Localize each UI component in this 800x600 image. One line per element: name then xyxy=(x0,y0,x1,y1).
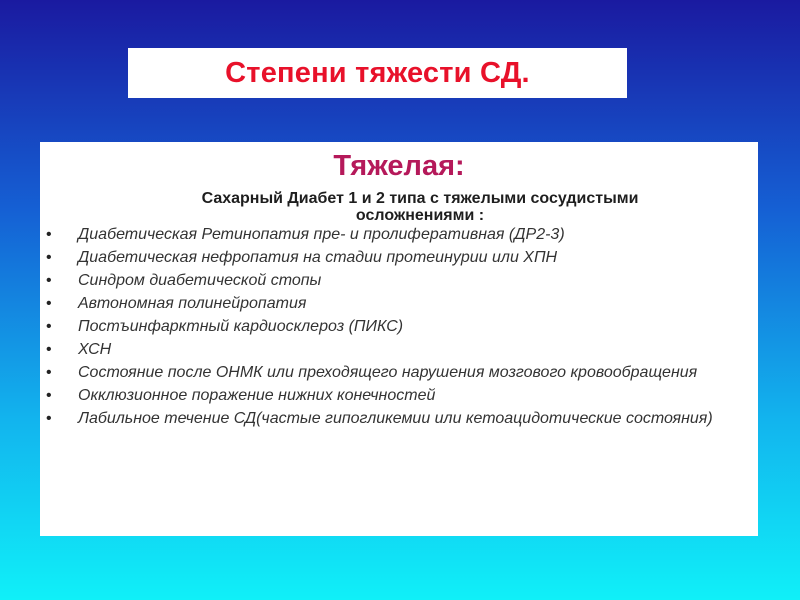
list-item-text: Диабетическая Ретинопатия пре- и пролиферативная (ДР2-3) xyxy=(78,226,565,243)
subheading: Сахарный Диабет 1 и 2 типа с тяжелыми сосудистыми осложнениями : xyxy=(201,190,639,224)
list-item-text: ХСН xyxy=(78,341,112,358)
list-item-text: Диабетическая нефропатия на стадии протеинурии или ХПН xyxy=(78,249,558,266)
complications-list xyxy=(40,226,758,433)
bullet-icon: • xyxy=(46,272,52,289)
bullet-icon: • xyxy=(46,249,52,266)
list-item-text: Постъинфарктный кардиосклероз (ПИКС) xyxy=(78,318,404,335)
list-item xyxy=(40,226,758,243)
slide-title: Степени тяжести СД. xyxy=(225,56,530,89)
title-box xyxy=(128,48,627,98)
list-item-text: Синдром диабетической стопы xyxy=(78,272,322,289)
list-item-text: Окклюзионное поражение нижних конечностей xyxy=(78,387,436,404)
list-item xyxy=(40,318,758,335)
list-item xyxy=(40,364,758,381)
list-item xyxy=(40,249,758,266)
severity-heading: Тяжелая: xyxy=(333,150,465,182)
bullet-icon: • xyxy=(46,226,52,243)
list-item-text: Лабильное течение СД(частые гипогликемии или кетоацидотические состояния) xyxy=(78,410,713,427)
list-item-text: Автономная полинейропатия xyxy=(78,295,307,312)
bullet-icon: • xyxy=(46,295,52,312)
bullet-icon: • xyxy=(46,364,52,381)
list-item xyxy=(40,341,758,358)
list-item xyxy=(40,387,758,404)
list-item xyxy=(40,272,758,289)
bullet-icon: • xyxy=(46,387,52,404)
list-item xyxy=(40,410,758,427)
bullet-icon: • xyxy=(46,410,52,427)
bullet-icon: • xyxy=(46,341,52,358)
bullet-icon: • xyxy=(46,318,52,335)
list-item xyxy=(40,295,758,312)
list-item-text: Состояние после ОНМК или преходящего нарушения мозгового кровообращения xyxy=(78,364,698,381)
content-box xyxy=(40,142,758,536)
